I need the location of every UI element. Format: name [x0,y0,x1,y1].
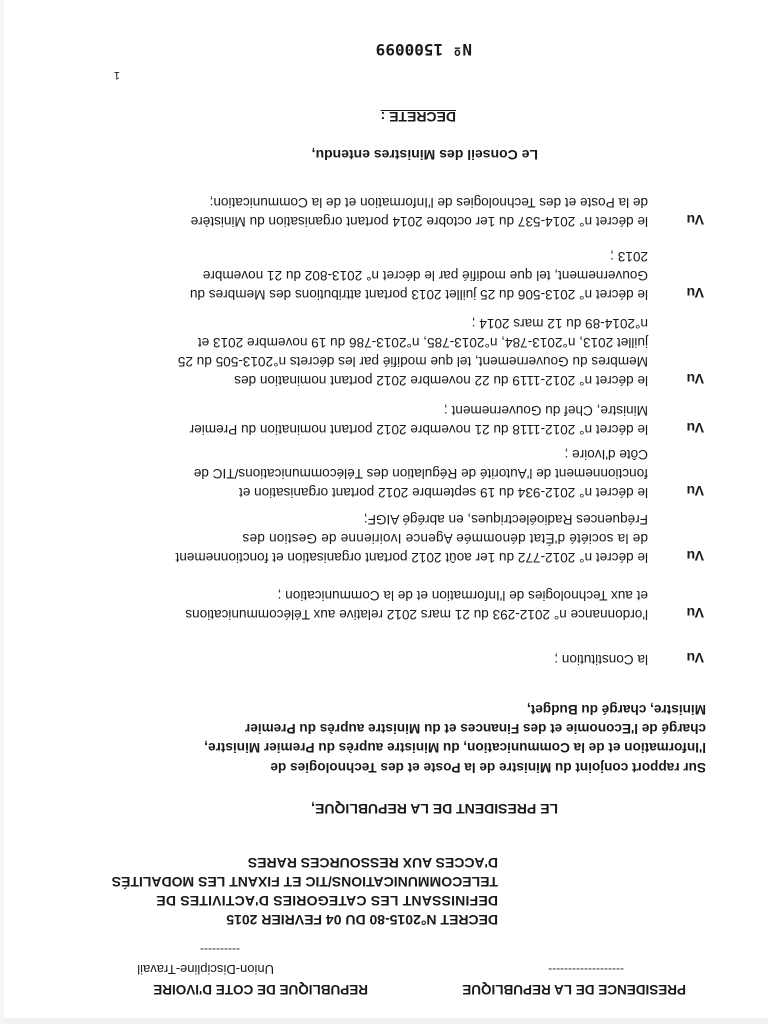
vu-label: Vu [686,605,704,621]
presidency-heading: PRESIDENCE DE LA REPUBLIQUE [462,982,686,997]
vu-label: Vu [686,420,704,436]
decrete-heading: DECRETE : [380,109,456,125]
visa-line: de la société d'État dénommée Agence Ivoirienne de Gestion des [242,531,648,546]
vu-label: Vu [686,371,704,387]
report-line: chargé de l'Economie et des Finances et du Ministre auprès du Premier [244,721,706,736]
president-heading: LE PRESIDENT DE LA REPUBLIQUE, [311,801,558,817]
vu-label: Vu [686,285,704,301]
serial-number-stamp: Nº 1500099 [375,40,472,59]
decree-title-line: DEFINISSANT LES CATEGORIES D'ACTIVITES DE [156,893,498,909]
presidency-divider: ------------------- [548,963,624,977]
visa-line: le décret n° 2013-506 du 25 juillet 2013 portant attributions des Membres du [189,287,648,302]
visa-line: le décret n° 2012-772 du 1er août 2012 portant organisation et fonctionnement [175,550,648,565]
visa-line: Fréquences Radioélectriques, en abrégé AIGF; [363,512,648,527]
report-line: l'Information et de la Communication, du Ministre auprès du Premier Ministre, [204,740,706,755]
scan-edge [0,1018,768,1024]
national-motto: Union-Discipline-Travail [137,962,274,977]
visa-line: l'ordonnance n° 2012-293 du 21 mars 2012 relative aux Télécommunications [185,607,648,622]
scan-edge [0,0,4,1024]
decree-title-line: D'ACCES AUX RESSOURCES RARES [247,855,498,871]
visa-line: fonctionnement de l'Autorité de Régulation des Télécommunications/TIC de [193,466,648,481]
visa-line: Membres du Gouvernement, tel que modifié par les décrets n°2013-505 du 25 [177,354,648,369]
page-number: 1 [113,69,120,81]
report-line: Sur rapport conjoint du Ministre de la Poste et des Technologies de [270,760,706,775]
vu-label: Vu [686,548,704,564]
vu-label: Vu [686,212,704,228]
visa-line: Ministre, Chef du Gouvernement ; [444,403,648,418]
visa-line: Gouvernement, tel que modifié par le décret n° 2013-802 du 21 novembre [202,268,648,283]
council-statement: Le Conseil des Ministres entendu, [311,147,538,163]
vu-label: Vu [686,650,704,666]
visa-line: le décret n° 2012-934 du 19 septembre 2012 portant organisation et [238,485,648,500]
visa-line: n°2014-89 du 12 mars 2014 ; [471,316,648,331]
visa-line: juillet 2013, n°2013-784, n°2013-785, n°2013-786 du 19 novembre 2013 et [197,335,648,350]
decree-title-line: DECRET N°2015-80 DU 04 FEVRIER 2015 [226,912,498,928]
visa-line: de la Poste et des Technologies de l'Information et de la Communication; [209,195,648,210]
visa-line: et aux Technologies de l'Information et de la Communication ; [277,588,648,603]
visa-line: la Constitution ; [554,652,648,667]
visa-line: le décret n° 2014-537 du 1er octobre 2014 portant organisation du Ministère [190,214,648,229]
decree-title-line: TELECOMMUNICATIONS/TIC ET FIXANT LES MODALITÉS [111,874,498,890]
country-heading: REPUBLIQUE DE COTE D'IVOIRE [153,982,368,997]
visa-line: le décret n° 2012-1119 du 22 novembre 2012 portant nomination des [234,373,648,388]
visa-line: Côte d'Ivoire ; [564,447,648,462]
motto-divider: ---------- [200,943,240,957]
visa-line: 2013 ; [610,249,648,264]
report-line: Ministre, chargé du Budget, [526,702,706,717]
visa-line: le décret n° 2012-1118 du 21 novembre 2012 portant nomination du Premier [189,422,648,437]
vu-label: Vu [686,483,704,499]
